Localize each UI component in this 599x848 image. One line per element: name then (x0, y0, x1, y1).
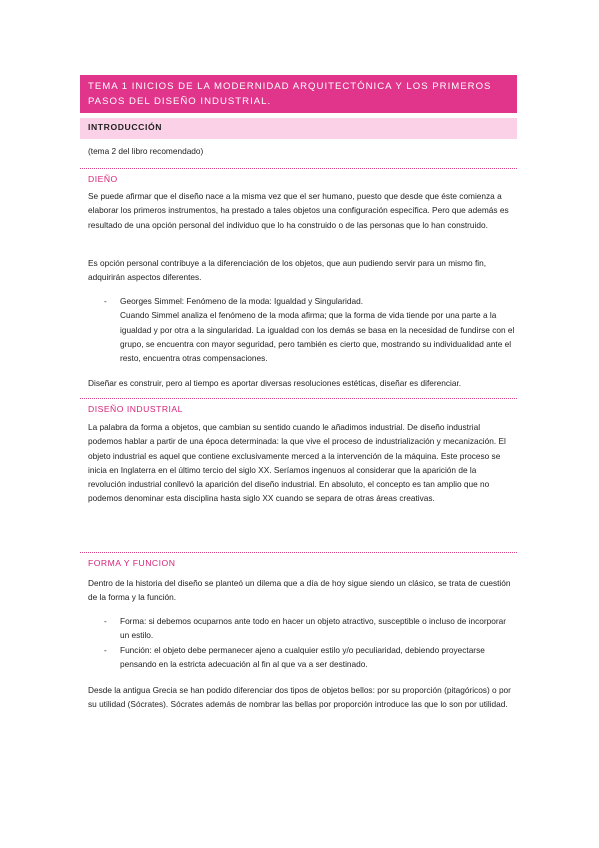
intro-heading: INTRODUCCIÓN (80, 118, 517, 139)
section-heading-forma: FORMA Y FUNCION (88, 558, 176, 568)
forma-paragraph-1: Dentro de la historia del diseño se planteó un dilema que a día de hoy sigue siendo un clásico, se trata de cuestión de la forma y la función. (88, 578, 511, 603)
diseno-paragraph-3: Diseñar es construir, pero al tiempo es aportar diversas resoluciones estéticas, diseñar es diferenciar. (88, 378, 462, 388)
forma-paragraph-2: Desde la antigua Grecia se han podido diferenciar dos tipos de objetos bellos: por su proporción (pitagóricos) o por su utilidad (Sócrates). Sócrates además de nombrar las bellas por proporción introduce las que lo son por utilidad. (88, 685, 511, 710)
intro-note: (tema 2 del libro recomendado) (88, 146, 204, 156)
list-item (88, 643, 516, 672)
bullet-dash: - (104, 296, 107, 306)
forma-bullets (88, 614, 516, 671)
section-heading-industrial: DISEÑO INDUSTRIAL (88, 404, 183, 414)
document-title: TEMA 1 INICIOS DE LA MODERNIDAD ARQUITECTÓNICA Y LOS PRIMEROS PASOS DEL DISEÑO INDUSTRIAL. (80, 75, 517, 113)
section-heading-diseno: DIEÑO (88, 174, 118, 184)
bullet-body: Cuando Simmel analiza el fenómeno de la moda afirma; que la forma de vida tiende por una parte a la igualdad y por otra a la singularidad. La igualdad con los demás se basa en la necesidad de fundirse con el grupo, se encuentra con mayor seguridad, pero también es cierto que, mostrando su individualidad ante el resto, encuentra otras compensaciones. (120, 310, 515, 364)
industrial-paragraph: La palabra da forma a objetos, que cambian su sentido cuando le añadimos industrial. De diseño industrial podemos hablar a partir de una época determinada: la que vive el proceso de industrialización y mecanización. El objeto industrial es aquel que contiene exclusivamente merced a la intervención de la máquina. Este proceso se inicia en Inglaterra en el último tercio del siglo XX. Seríamos ingenuos al considerar que la aparición de la revolución industrial conllevó la aparición del diseño industrial. En absoluto, el concepto es tan amplio que no podemos denominar esta disciplina hasta siglo XX cuando se separa de otras áreas creativas. (88, 422, 506, 504)
bullet-funcion: Función: el objeto debe permanecer ajeno a cualquier estilo y/o peculiaridad, debiendo proyectarse pensando en la estricta adecuación al fin al que va a ser destinado. (120, 644, 485, 669)
section-divider (80, 552, 517, 553)
bullet-forma: Forma: si debemos ocuparnos ante todo en hacer un objeto atractivo, susceptible o incluso de incorporar un estilo. (120, 616, 507, 641)
section-divider (80, 398, 517, 399)
bullet-title: Georges Simmel: Fenómeno de la moda: Igualdad y Singularidad. (120, 296, 364, 306)
list-item (88, 294, 516, 365)
bullet-dash: - (104, 616, 107, 626)
section-divider (80, 168, 517, 169)
list-item (88, 614, 516, 643)
simmel-bullet (88, 294, 516, 365)
diseno-paragraph-1: Se puede afirmar que el diseño nace a la misma vez que el ser humano, puesto que desde que éste comienza a elaborar los primeros instrumentos, ha prestado a tales objetos una configuración específica. Pero que además es resultado de una opción personal del individuo que lo ha construido o de las personas que lo han construido. (88, 191, 509, 230)
bullet-dash: - (104, 644, 107, 655)
diseno-paragraph-2: Es opción personal contribuye a la diferenciación de los objetos, que aun pudiendo servir para un mismo fin, adquirirán aspectos diferentes. (88, 258, 487, 283)
